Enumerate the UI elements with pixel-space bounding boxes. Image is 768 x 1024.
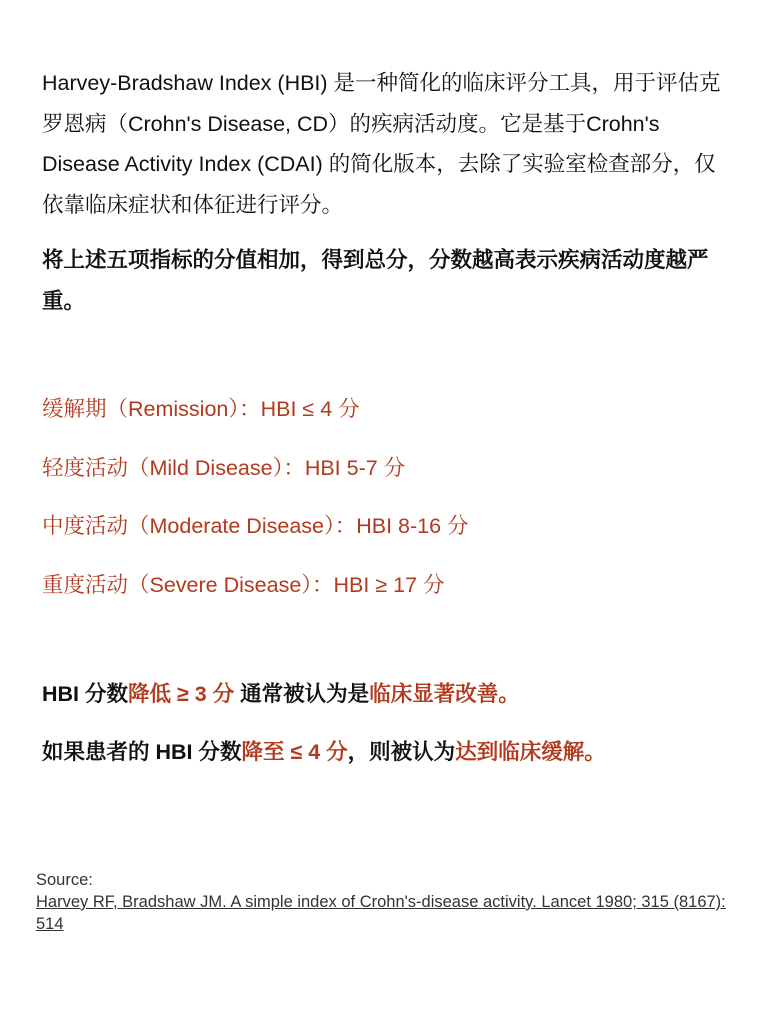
- stage-moderate: 中度活动（Moderate Disease）：HBI 8-16 分: [42, 514, 469, 538]
- summary-paragraph: 将上述五项指标的分值相加，得到总分，分数越高表示疾病活动度越严重。: [42, 248, 709, 313]
- improvement-outcome: 临床显著改善。: [369, 682, 520, 706]
- stage-mild: 轻度活动（Mild Disease）：HBI 5-7 分: [42, 455, 406, 480]
- improvement-note: [42, 673, 742, 715]
- remission-note: [42, 731, 742, 773]
- source-block: [36, 869, 726, 935]
- improvement-note-middle: 通常被认为是: [234, 682, 370, 706]
- intro-paragraph: Harvey-Bradshaw Index (HBI) 是一种简化的临床评分工具，用于评估克罗恩病（Crohn's Disease, CD）的疾病活动度。它是基于Crohn's Disease Activity Index (CDAI) 的简化版本，去除了实验室检查部分，仅依靠临床症状和体征进行评分。: [42, 71, 721, 217]
- hbi-stage-list: [42, 388, 732, 622]
- remission-outcome: 达到临床缓解。: [455, 740, 606, 764]
- source-citation-link[interactable]: Harvey RF, Bradshaw JM. A simple index of Crohn's-disease activity. Lancet 1980; 315 (8167): 514: [36, 893, 726, 933]
- remission-note-middle: ，则被认为: [347, 740, 456, 764]
- stage-severe: 重度活动（Severe Disease）：HBI ≥ 17 分: [42, 572, 445, 597]
- stage-remission: 缓解期（Remission）：HBI ≤ 4 分: [42, 397, 360, 421]
- remission-threshold: 降至 ≤ 4 分: [241, 740, 348, 764]
- remission-note-prefix: 如果患者的 HBI 分数: [42, 740, 242, 764]
- improvement-threshold: 降低 ≥ 3 分: [128, 682, 235, 706]
- improvement-note-prefix: HBI 分数: [42, 682, 129, 706]
- source-label: Source:: [36, 871, 93, 889]
